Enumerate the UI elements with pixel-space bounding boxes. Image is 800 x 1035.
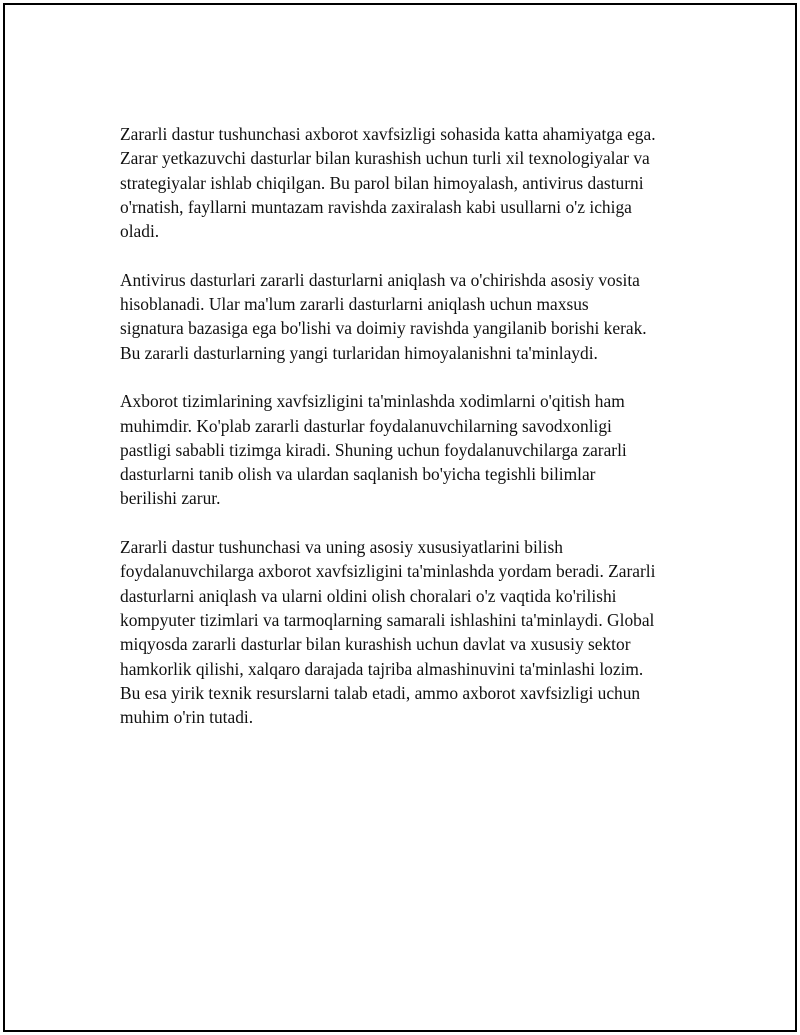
text-line: Bu zararli dasturlarning yangi turlaridan himoyalanishni ta'minlaydi.: [120, 342, 598, 363]
text-line: oladi.: [120, 221, 160, 242]
text-line: berilishi zarur.: [120, 488, 221, 509]
text-line: pastligi sababli tizimga kiradi. Shuning uchun foydalanuvchilarga zararli: [120, 439, 627, 460]
text-line: miqyosda zararli dasturlar bilan kurashish uchun davlat va xususiy sektor: [120, 634, 631, 655]
text-line: hamkorlik qilishi, xalqaro darajada tajriba almashinuvini ta'minlashi lozim.: [120, 658, 644, 679]
text-line: foydalanuvchilarga axborot xavfsizligini ta'minlashda yordam beradi. Zararli: [120, 561, 656, 582]
paragraph-3: [120, 389, 710, 510]
text-line: Zararli dastur tushunchasi axborot xavfsizligi sohasida katta ahamiyatga ega.: [120, 124, 656, 144]
text-line: muhim o'rin tutadi.: [120, 707, 254, 728]
text-line: Axborot tizimlarining xavfsizligini ta'minlashda xodimlarni o'qitish ham: [120, 391, 625, 412]
text-line: kompyuter tizimlari va tarmoqlarning samarali ishlashini ta'minlaydi. Global: [120, 609, 655, 630]
paragraph-1: [120, 122, 710, 243]
text-line: muhimdir. Ko'plab zararli dasturlar foydalanuvchilarning savodxonligi: [120, 415, 612, 436]
text-line: strategiyalar ishlab chiqilgan. Bu parol bilan himoyalash, antivirus dasturni: [120, 172, 644, 193]
text-line: dasturlarni aniqlash va ularni oldini olish choralari o'z vaqtida ko'rilishi: [120, 585, 617, 606]
text-line: Zararli dastur tushunchasi va uning asosiy xususiyatlarini bilish: [120, 537, 563, 558]
paragraph-2: [120, 268, 710, 365]
text-line: Zarar yetkazuvchi dasturlar bilan kurashish uchun turli xil texnologiyalar va: [120, 148, 650, 169]
paragraph-4: [120, 535, 710, 729]
text-line: dasturlarni tanib olish va ulardan saqlanish bo'yicha tegishli bilimlar: [120, 464, 596, 485]
page-frame: [3, 3, 797, 1032]
text-line: signatura bazasiga ega bo'lishi va doimiy ravishda yangilanib borishi kerak.: [120, 318, 647, 339]
text-line: hisoblanadi. Ular ma'lum zararli dasturlarni aniqlash uchun maxsus: [120, 294, 589, 315]
text-line: Bu esa yirik texnik resurslarni talab etadi, ammo axborot xavfsizligi uchun: [120, 682, 641, 703]
document-body: [120, 122, 710, 754]
text-line: Antivirus dasturlari zararli dasturlarni aniqlash va o'chirishda asosiy vosita: [120, 269, 640, 290]
text-line: o'rnatish, fayllarni muntazam ravishda zaxiralash kabi usullarni o'z ichiga: [120, 196, 632, 217]
